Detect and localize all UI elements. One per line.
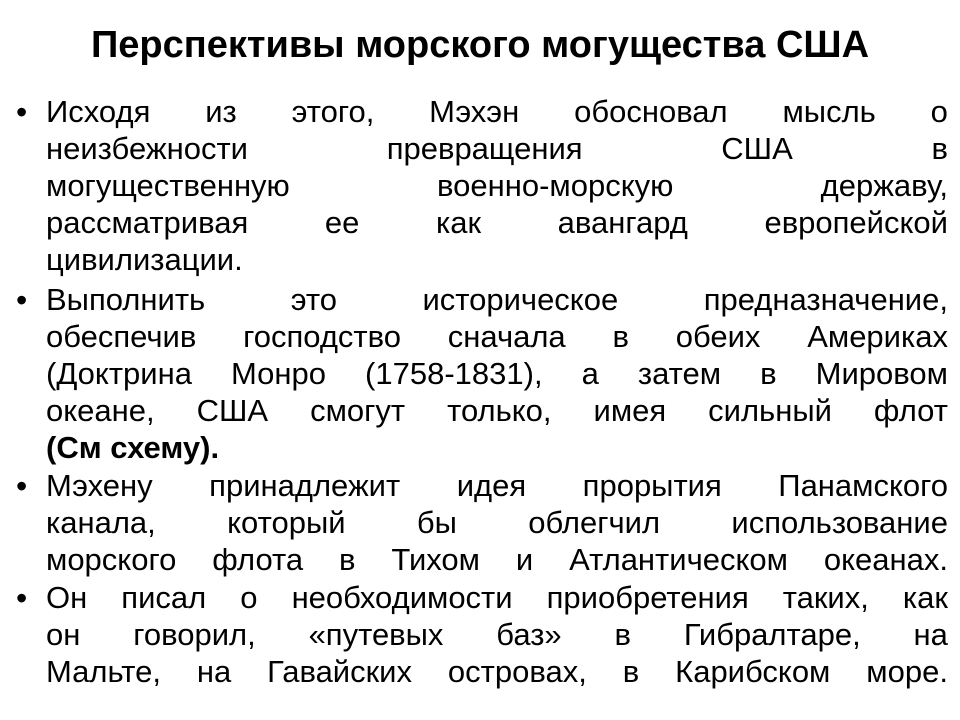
word: флота xyxy=(212,542,304,577)
word: Атлантическом xyxy=(569,542,788,577)
word: могущественную xyxy=(46,168,290,203)
word: Мальте, xyxy=(46,654,161,689)
word: в xyxy=(612,319,629,354)
word: канала, xyxy=(46,505,156,540)
word: европейской xyxy=(764,205,948,240)
bullet-1-line-1 xyxy=(46,94,948,130)
word: обеих xyxy=(675,319,761,354)
word: мысль xyxy=(782,94,876,129)
word: обосновал xyxy=(574,94,728,129)
word: принадлежит xyxy=(209,468,401,503)
word: он xyxy=(46,617,81,652)
word: историческое xyxy=(422,282,619,317)
word: (Доктрина xyxy=(46,356,192,391)
word: приобретения xyxy=(546,580,749,615)
word: Тихом xyxy=(391,542,480,577)
word: Мэхэн xyxy=(429,94,520,129)
word: бы xyxy=(416,505,457,540)
word: только, xyxy=(447,393,552,428)
word: идея xyxy=(456,468,527,503)
word: этого, xyxy=(291,94,375,129)
word: на xyxy=(913,617,948,652)
bullet-2-line-5: (См схему). xyxy=(46,430,220,465)
word: необходимости xyxy=(291,580,513,615)
word: затем xyxy=(637,356,722,391)
word: имея xyxy=(593,393,667,428)
bullet-2-line-2 xyxy=(46,319,948,355)
word: державу, xyxy=(820,168,948,203)
word: США xyxy=(721,131,793,166)
word: сначала xyxy=(447,319,566,354)
word: в xyxy=(760,356,777,391)
word: (1758-1831), xyxy=(365,356,543,391)
word: как xyxy=(902,580,948,615)
word: морского xyxy=(46,542,177,577)
word: Исходя xyxy=(46,94,151,129)
word: сильный xyxy=(708,393,832,428)
bullet-4-line-1 xyxy=(46,580,948,616)
word: в xyxy=(614,617,631,652)
bullet-2-line-1 xyxy=(46,282,948,318)
word: баз» xyxy=(496,617,562,652)
bullet-3-line-2 xyxy=(46,505,948,541)
bullet-2-line-3 xyxy=(46,356,948,392)
bullet-1-line-4 xyxy=(46,205,948,241)
bullet-marker: • xyxy=(16,282,28,318)
word: превращения xyxy=(386,131,583,166)
word: предназначение, xyxy=(703,282,948,317)
word: островах, xyxy=(447,654,587,689)
word: на xyxy=(196,654,232,689)
word: о xyxy=(240,580,258,615)
word: прорытия xyxy=(582,468,722,503)
word: Выполнить xyxy=(46,282,206,317)
word: Гавайских xyxy=(267,654,412,689)
word: «путевых xyxy=(308,617,444,652)
bullet-1-line-5: цивилизации. xyxy=(46,242,243,277)
word: как xyxy=(435,205,482,240)
word: облегчил xyxy=(528,505,661,540)
word: и xyxy=(515,542,534,577)
word: военно-морскую xyxy=(437,168,674,203)
word: Карибском xyxy=(675,654,831,689)
word: говорил, xyxy=(133,617,256,652)
word: флот xyxy=(873,393,948,428)
word: море. xyxy=(866,654,948,689)
word: Мировом xyxy=(815,356,948,391)
word: рассматривая xyxy=(46,205,249,240)
word: господство xyxy=(243,319,401,354)
word: обеспечив xyxy=(46,319,197,354)
word: океане, xyxy=(46,393,155,428)
word: океанах. xyxy=(823,542,948,577)
word: Гибралтаре, xyxy=(683,617,861,652)
bullet-marker: • xyxy=(16,94,28,130)
word: авангард xyxy=(557,205,688,240)
word: Монро xyxy=(230,356,326,391)
word: это xyxy=(290,282,337,317)
word: ее xyxy=(324,205,360,240)
word: а xyxy=(581,356,599,391)
word: из xyxy=(205,94,237,129)
word: смогут xyxy=(310,393,406,428)
word: Панамского xyxy=(778,468,948,503)
word: в xyxy=(931,131,948,166)
word: США xyxy=(196,393,269,428)
word: который xyxy=(227,505,346,540)
word: Америках xyxy=(807,319,948,354)
bullet-2-line-4 xyxy=(46,393,948,429)
slide-title: Перспективы морского могущества США xyxy=(90,24,870,66)
bullet-1-line-3 xyxy=(46,168,948,204)
word: неизбежности xyxy=(46,131,248,166)
word: писал xyxy=(121,580,207,615)
word: о xyxy=(930,94,948,129)
word: в xyxy=(339,542,356,577)
bullet-marker: • xyxy=(16,468,28,504)
word: таких, xyxy=(782,580,869,615)
bullet-4-line-3 xyxy=(46,654,948,690)
bullet-1-line-2 xyxy=(46,131,948,167)
word: в xyxy=(622,654,640,689)
word: использование xyxy=(731,505,948,540)
word: Мэхену xyxy=(46,468,153,503)
bullet-4-line-2 xyxy=(46,617,948,653)
bullet-3-line-1 xyxy=(46,468,948,504)
bullet-marker: • xyxy=(16,580,28,616)
word: Он xyxy=(46,580,88,615)
bullet-3-line-3 xyxy=(46,542,948,578)
